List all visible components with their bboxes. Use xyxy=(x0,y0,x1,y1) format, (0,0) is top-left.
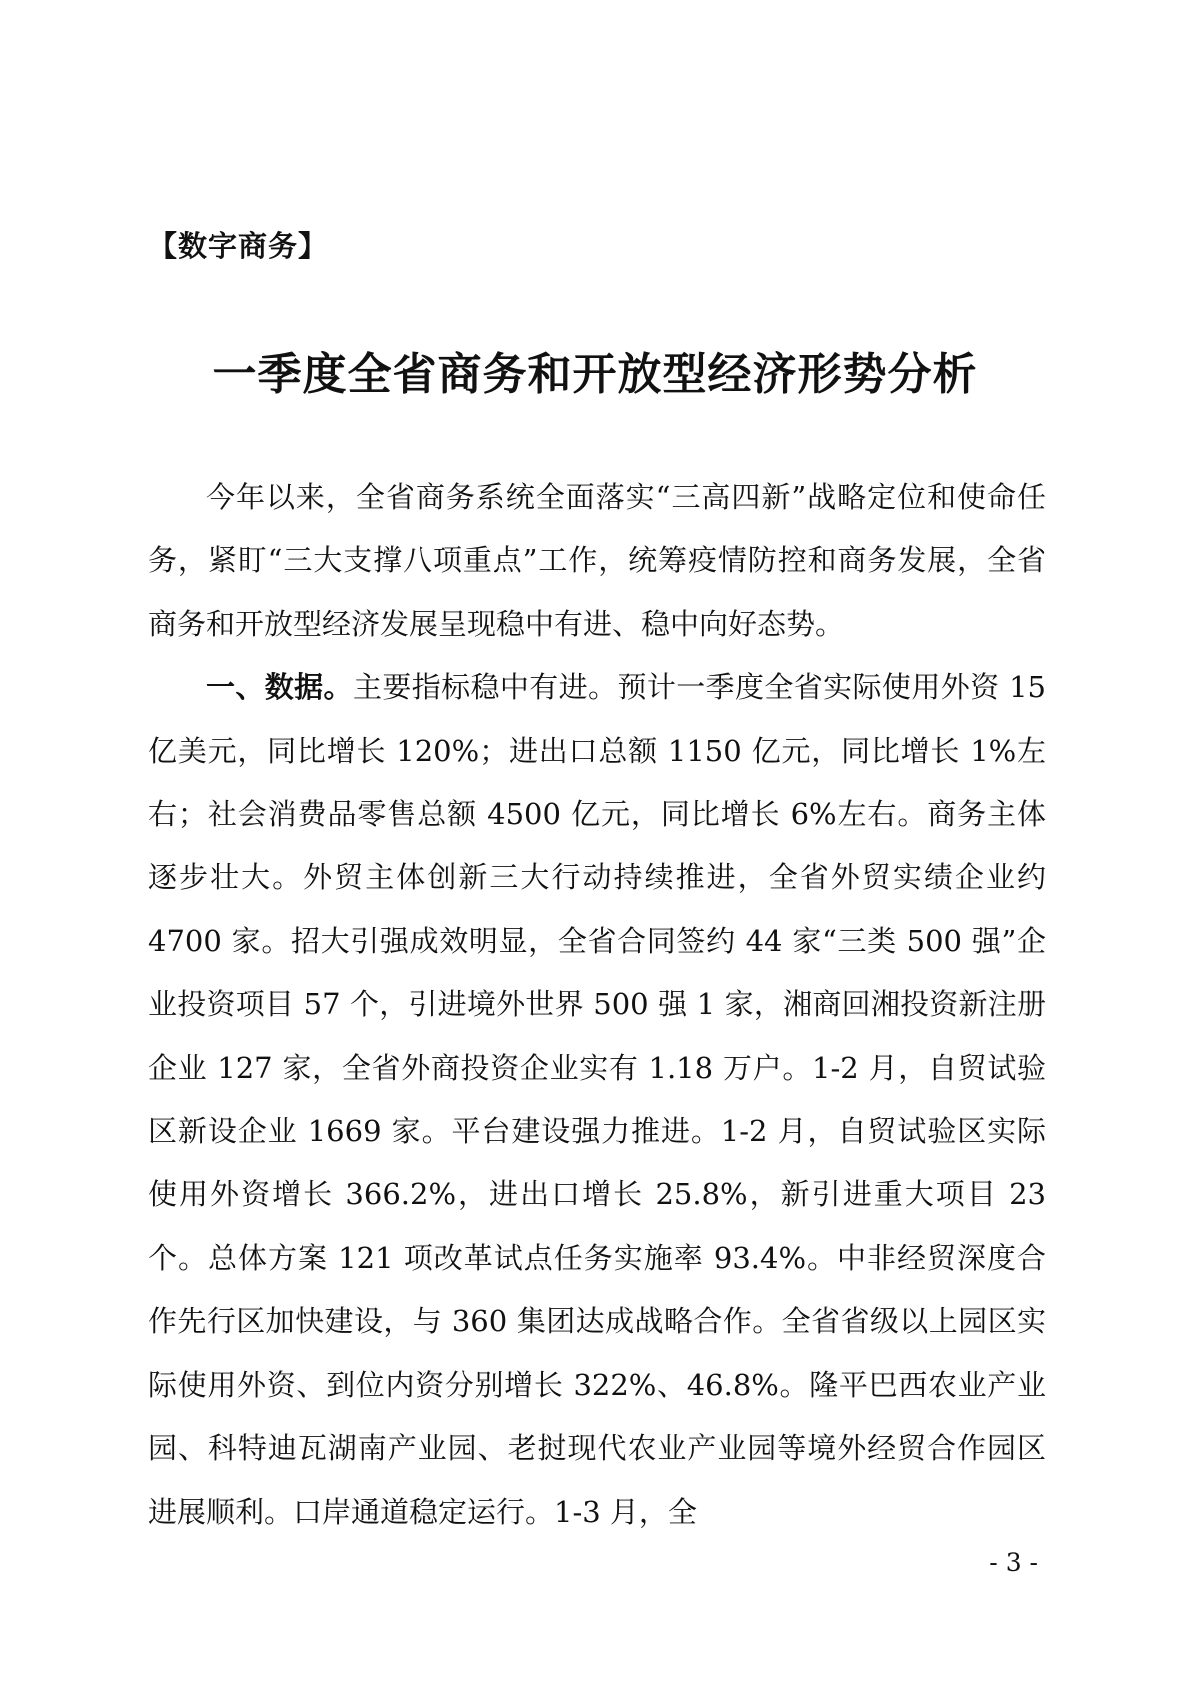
page-number: - 3 - xyxy=(989,1548,1038,1577)
document-title: 一季度全省商务和开放型经济形势分析 xyxy=(212,349,978,400)
paragraph-text: 今年以来，全省商务系统全面落实“三高四新”战略定位和使命任务，紧盯“三大支撑八项重点”工作，统筹疫情防控和商务发展，全省商务和开放型经济发展呈现稳中有进、稳中向好态势。 xyxy=(148,480,1046,641)
paragraph-intro xyxy=(148,466,1046,656)
paragraph-data xyxy=(148,656,1046,1544)
article-body xyxy=(148,466,1046,1544)
paragraph-lead-term: 一、数据。 xyxy=(206,670,353,705)
paragraph-text: 主要指标稳中有进。预计一季度全省实际使用外资 15 亿美元，同比增长 120%；进出口总额 1150 亿元，同比增长 1%左右；社会消费品零售总额 4500 亿元，同比增长 6%左右。商务主体逐步壮大。外贸主体创新三大行动持续推进，全省外贸实绩企业约 4700 家。招大引强成效明显，全省合同签约 44 家“三类 500 强”企业投资项目 57 个，引进境外世界 500 强 1 家，湘商回湘投资新注册企业 127 家，全省外商投资企业实有 1.18 万户。1-2 月，自贸试验区新设企业 1669 家。平台建设强力推进。1-2 月，自贸试验区实际使用外资增长 366.2%，进出口增长 25.8%，新引进重大项目 23 个。总体方案 121 项改革试点任务实施率 93.4%。中非经贸深度合作先行区加快建设，与 360 集团达成战略合作。全省省级以上园区实际使用外资、到位内资分别增长 322%、46.8%。隆平巴西农业产业园、科特迪瓦湖南产业园、老挝现代农业产业园等境外经贸合作园区进展顺利。口岸通道稳定运行。1-3 月，全 xyxy=(148,670,1046,1529)
section-tag: 【数字商务】 xyxy=(148,229,329,263)
